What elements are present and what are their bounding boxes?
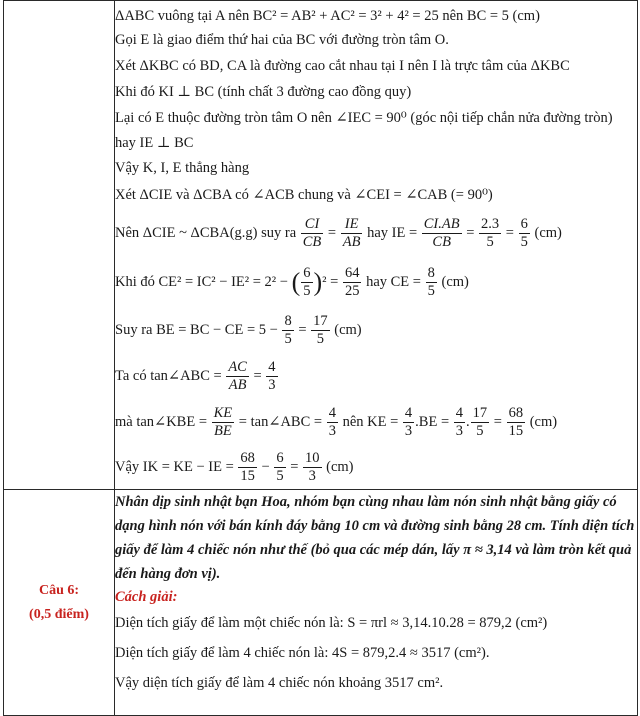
numerator: 17 [313, 313, 328, 330]
numerator: AC [228, 359, 247, 376]
fraction [212, 405, 235, 440]
denominator: 5 [476, 423, 484, 440]
text-segment: nên KE = [342, 414, 399, 430]
text-line: Xét ΔCIE và ΔCBA có ∠ACB chung và ∠CEI = ∠CAB (= 90⁰) [115, 187, 493, 203]
fraction [311, 313, 330, 348]
text-segment: Vậy IK = KE − IE = [115, 459, 234, 475]
fraction [454, 405, 465, 440]
formula-line [115, 445, 637, 489]
fraction [282, 313, 293, 348]
numerator: CI.AB [423, 216, 460, 233]
fraction [266, 359, 277, 394]
fraction [238, 450, 257, 485]
denominator: BE [214, 423, 232, 440]
unit: (cm) [326, 459, 354, 475]
fraction [301, 216, 324, 251]
right-paren: ) [313, 267, 323, 297]
numerator: 68 [508, 405, 524, 422]
text-segment: Nên ΔCIE ~ ΔCBA(g.g) suy ra [115, 225, 297, 241]
numerator: 4 [455, 405, 464, 422]
fraction [403, 405, 414, 440]
denominator: CB [432, 234, 451, 251]
equals-sign: = [290, 459, 299, 475]
unit: (cm) [441, 274, 469, 290]
question-6-content [115, 490, 638, 716]
fraction [426, 265, 437, 300]
text-segment: mà tan∠KBE = [115, 414, 208, 430]
equals-sign: = [298, 322, 307, 338]
solution-line: Diện tích giấy để làm một chiếc nón là: S = πrl ≈ 3,14.10.28 = 879,2 (cm²) [115, 615, 548, 631]
problem-statement: Nhân dịp sinh nhật bạn Hoa, nhóm bạn cùng nhau làm nón sinh nhật bằng giấy có dạng hình nón với bán kính đáy bằng 10 cm và đường sinh bằng 28 cm. Tính diện tích giấy để làm 4 chiếc nón như thế (bỏ qua các mép dán, lấy π ≈ 3,14 và làm tròn kết quả đến hàng đơn vị). [115, 494, 635, 582]
denominator: 3 [308, 468, 316, 485]
unit: (cm) [534, 225, 562, 241]
question-label-cell [4, 490, 115, 716]
fraction [274, 450, 285, 485]
fraction [519, 216, 530, 251]
denominator: 3 [268, 377, 276, 394]
denominator: AB [228, 377, 247, 394]
text-segment: hay CE = [366, 274, 421, 290]
denominator: CB [302, 234, 322, 251]
dot-operator: . [466, 414, 470, 430]
text-line: Vậy K, I, E thẳng hàng [115, 160, 250, 176]
fraction [341, 216, 363, 251]
fraction [422, 216, 462, 251]
fraction [343, 265, 362, 300]
numerator: 4 [328, 405, 336, 422]
numerator: 64 [344, 265, 360, 282]
text-line: Khi đó KI ⊥ BC (tính chất 3 đường cao đồng quy) [115, 84, 412, 100]
numerator: KE [213, 405, 233, 422]
denominator: 5 [427, 283, 435, 300]
equals-sign: = [327, 225, 337, 241]
numerator: IE [341, 216, 363, 234]
formula-line [115, 399, 637, 445]
numerator: 8 [427, 265, 435, 282]
text-segment: ² = [322, 274, 339, 290]
equals-sign: = [493, 414, 502, 430]
fraction [507, 405, 526, 440]
denominator: 15 [508, 423, 524, 440]
text-line: hay IE ⊥ BC [115, 135, 194, 151]
equals-sign: = [505, 225, 514, 241]
empty-label-cell [4, 1, 115, 490]
question-points: (0,5 điểm) [29, 606, 89, 622]
denominator: 5 [520, 234, 528, 251]
formula-line [115, 209, 637, 257]
fraction [327, 405, 338, 440]
fraction [471, 405, 490, 440]
text-segment: hay IE = [367, 225, 418, 241]
left-paren: ( [291, 267, 301, 297]
fraction [301, 265, 312, 300]
denominator: 25 [344, 283, 360, 300]
fraction [303, 450, 322, 485]
fraction [479, 216, 501, 251]
solution-line: Diện tích giấy để làm 4 chiếc nón là: 4S = 879,2.4 ≈ 3517 (cm²). [115, 645, 490, 661]
numerator: 2.3 [481, 216, 500, 233]
text-segment: Ta có tan∠ABC = [115, 368, 222, 384]
equals-sign: = [466, 225, 475, 241]
numerator: 6 [276, 450, 284, 467]
denominator: 5 [276, 468, 284, 485]
numerator: 8 [284, 313, 292, 330]
numerator: 10 [305, 450, 320, 467]
formula-line [115, 353, 637, 399]
text-segment: .BE = [415, 414, 450, 430]
solution-line: Vậy diện tích giấy để làm 4 chiếc nón khoảng 3517 cm². [115, 675, 444, 691]
answer-table [3, 0, 638, 716]
solution-heading: Cách giải: [115, 589, 178, 605]
denominator: 5 [303, 283, 311, 300]
denominator: 3 [455, 423, 464, 440]
text-line: Xét ΔKBC có BD, CA là đường cao cắt nhau tại I nên I là trực tâm của ΔKBC [115, 58, 570, 74]
equals-sign: = [253, 368, 262, 384]
fraction [226, 359, 249, 394]
denominator: 3 [404, 423, 413, 440]
unit: (cm) [529, 414, 558, 430]
numerator: 6 [303, 265, 311, 282]
solution-part-1 [115, 1, 638, 490]
numerator: 6 [520, 216, 528, 233]
denominator: 5 [486, 234, 494, 251]
denominator: 5 [284, 331, 292, 348]
text-segment: Suy ra BE = BC − CE = 5 − [115, 322, 278, 338]
question-number: Câu 6: [38, 582, 80, 598]
text-segment: = tan∠ABC = [238, 414, 323, 430]
numerator: CI [301, 216, 324, 234]
numerator: 17 [472, 405, 488, 422]
numerator: 4 [268, 359, 276, 376]
denominator: 5 [316, 331, 325, 348]
text-line: ΔABC vuông tại A nên BC² = AB² + AC² = 3² + 4² = 25 nên BC = 5 (cm) [115, 8, 540, 24]
denominator: 3 [328, 423, 336, 440]
text-segment: Khi đó CE² = IC² − IE² = 2² − [115, 274, 288, 290]
denominator: 15 [240, 468, 255, 485]
formula-line [115, 307, 637, 353]
numerator: 4 [404, 405, 413, 422]
unit: (cm) [334, 322, 362, 338]
text-line: Lại có E thuộc đường tròn tâm O nên ∠IEC = 90⁰ (góc nội tiếp chắn nửa đường tròn) [115, 110, 613, 126]
denominator: AB [342, 234, 361, 251]
formula-line [115, 257, 637, 307]
text-line: Gọi E là giao điểm thứ hai của BC với đường tròn tâm O. [115, 32, 449, 48]
numerator: 68 [240, 450, 255, 467]
minus-sign: − [261, 459, 270, 475]
